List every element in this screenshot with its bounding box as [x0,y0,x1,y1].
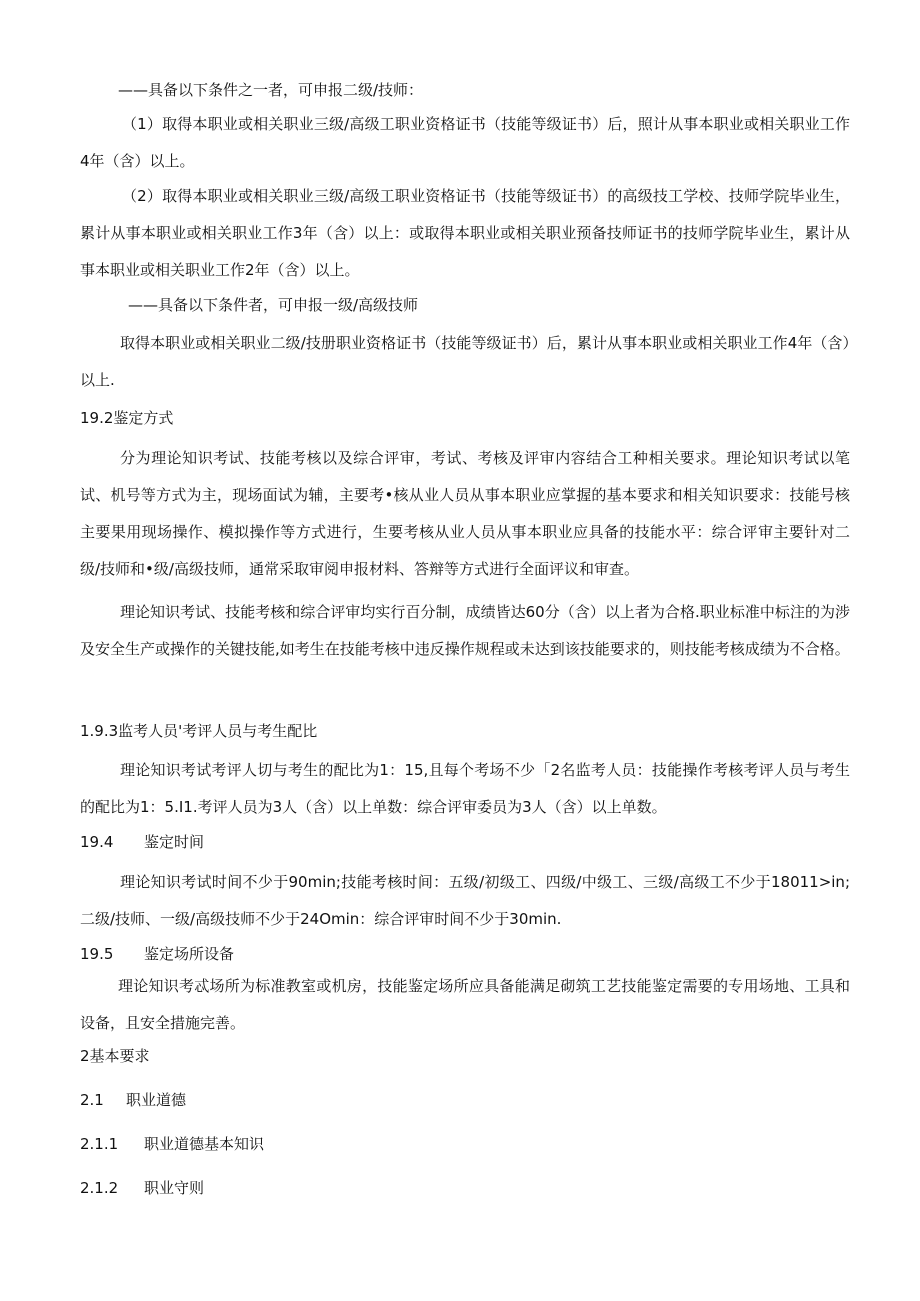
heading-19-2: 19.2鉴定方式 [80,409,174,427]
heading-19-5-number: 19.5 [80,945,114,963]
condition-level2-item2: （2）取得本职业或相关职业三级/高级工职业资格证书（技能等级证书）的高级技工学校、技师学院毕业生，累计从事本职业或相关职业工作3年（含）以上：或取得本职业或相关职业预备技师证书的技师学院毕业生，累计从事本职业或相关职业工作2年（含）以上。 [80,187,850,279]
heading-19-4-title: 鉴定时间 [144,833,205,851]
heading-2: 2基本要求 [80,1047,150,1065]
paragraph-19-3: 理论知识考试考评人切与考生的配比为1：15,且每个考场不少「2名监考人员：技能操作考核考评人员与考生的配比为1：5.I1.考评人员为3人（含）以上单数：综合评审委员为3人（含）以上单数。 [80,761,850,816]
heading-2-1-1-title: 职业道德基本知识 [144,1135,265,1153]
condition-level1-intro: ——具备以下条件者，可申报一级/高级技师 [128,296,419,314]
heading-2-1-number: 2.1 [80,1091,104,1109]
heading-2-1 [80,1090,186,1110]
heading-2-1-2-title: 职业守则 [144,1179,205,1197]
paragraph-19-4: 理论知识考试时间不少于90min;技能考核时间：五级/初级工、四级/中级工、三级/高级工不少于18011>in;二级/技师、一级/高级技师不少于24Omin：综合评审时间不少于30min. [80,873,850,928]
condition-level2-item1: （1）取得本职业或相关职业三级/高级工职业资格证书（技能等级证书）后，照计从事本职业或相关职业工作4年（含）以上。 [80,115,850,170]
heading-2-1-1-number: 2.1.1 [80,1135,119,1153]
heading-2-1-1 [80,1134,264,1154]
heading-2-1-2 [80,1178,204,1198]
heading-2-1-title: 职业道德 [126,1091,187,1109]
condition-level2-intro: ——具备以下条件之一者，可申报二级/技师： [118,81,424,99]
heading-19-3: 1.9.3监考人员'考评人员与考生配比 [80,722,318,740]
paragraph-19-5: 理论知识考忒场所为标准教室或机房，技能鉴定场所应具备能满足砌筑工艺技能鉴定需要的专用场地、工具和设备，且安全措施完善。 [80,977,850,1032]
heading-19-5 [80,944,234,964]
heading-19-4 [80,832,204,852]
heading-19-5-title: 鉴定场所设备 [144,945,235,963]
condition-level1-text: 取得本职业或相关职业二级/技册职业资格证书（技能等级证书）后，累计从事本职业或相关职业工作4年（含）以上. [80,334,850,389]
heading-19-4-number: 19.4 [80,833,114,851]
paragraph-19-2-scoring: 理论知识考试、技能考核和综合评审均实行百分制，成绩皆达60分（含）以上者为合格.职业标准中标注的为涉及安全生产或操作的关键技能,如考生在技能考核中违反操作规程或未达到该技能要求的，则技能考核成绩为不合格。 [80,603,850,658]
heading-2-1-2-number: 2.1.2 [80,1179,119,1197]
paragraph-19-2-method: 分为理论知识考试、技能考核以及综合评审，考试、考核及评审内容结合工种相关要求。理论知识考试以笔试、机号等方式为主，现场面试为辅，主要考•核从业人员从事本职业应掌握的基本要求和相关知识要求：技能号核主要果用现场操作、模拟操作等方式进行，生要考核从业人员从事本职业应具备的技能水平：综合评审主要针对二级/技师和•级/高级技师，通常采取审阅申报材料、答辩等方式进行全面评议和审查。 [80,449,850,578]
